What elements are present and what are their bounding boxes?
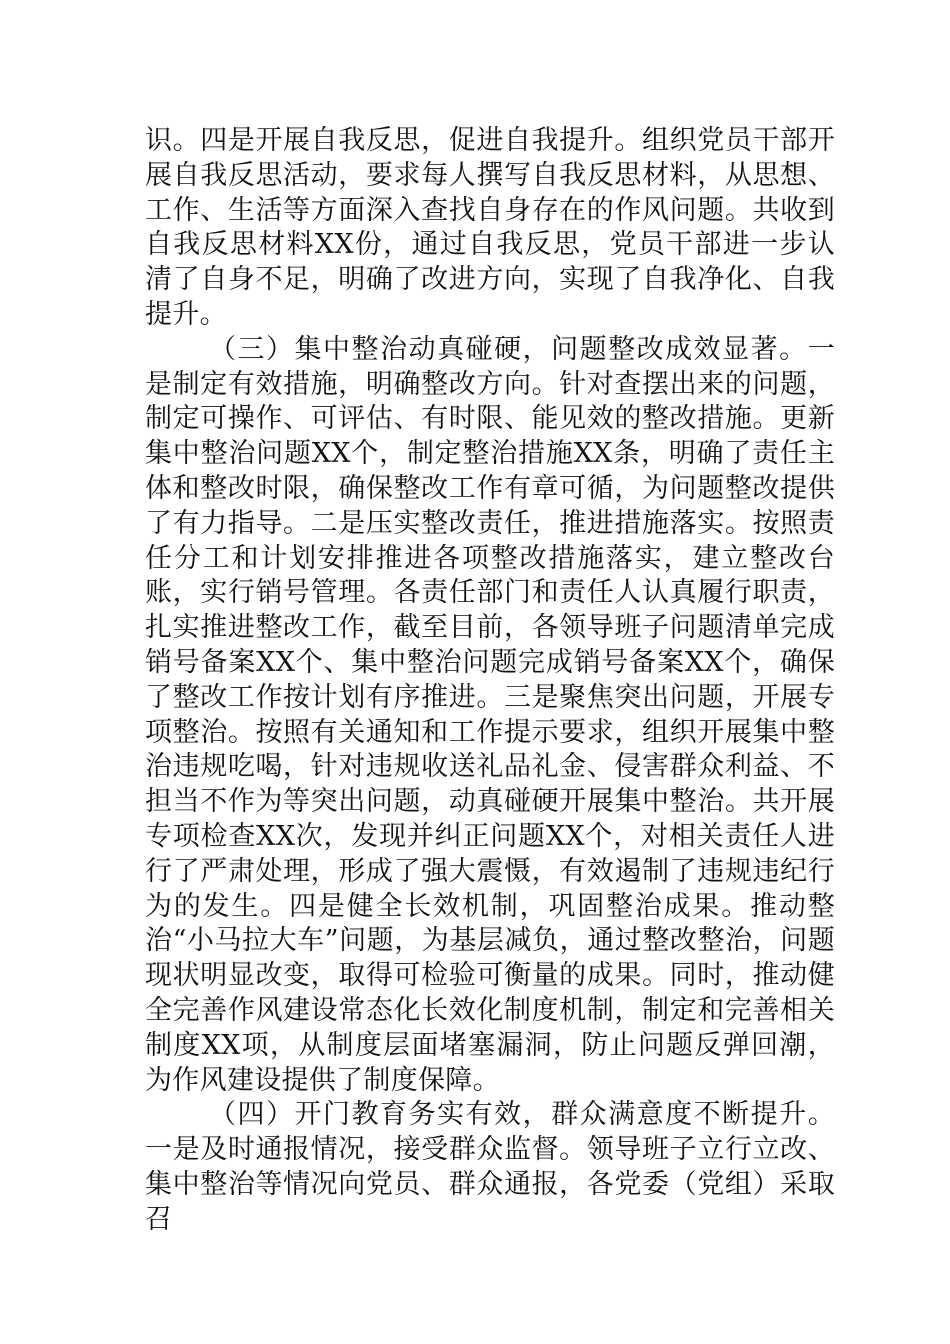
paragraph-section-four: （四）开门教育务实有效，群众满意度不断提升。一是及时通报情况，接受群众监督。领导班子立行立改、集中整治等情况向党员、群众通报，各党委（党组）采取召	[145, 1099, 835, 1235]
paragraph-continuation: 识。四是开展自我反思，促进自我提升。组织党员干部开展自我反思活动，要求每人撰写自我反思材料，从思想、工作、生活等方面深入查找自身存在的作风问题。共收到自我反思材料XX份，通过自我反思，党员干部进一步认清了自身不足，明确了改进方向，实现了自我净化、自我提升。	[145, 125, 835, 330]
paragraph-section-three: （三）集中整治动真碰硬，问题整改成效显著。一是制定有效措施，明确整改方向。针对查摆出来的问题，制定可操作、可评估、有时限、能见效的整改措施。更新集中整治问题XX个，制定整治措施XX条，明确了责任主体和整改时限，确保整改工作有章可循，为问题整改提供了有力指导。二是压实整改责任，推进措施落实。按照责任分工和计划安排推进各项整改措施落实，建立整改台账，实行销号管理。各责任部门和责任人认真履行职责，扎实推进整改工作，截至目前，各领导班子问题清单完成销号备案XX个、集中整治问题完成销号备案XX个，确保了整改工作按计划有序推进。三是聚焦突出问题，开展专项整治。按照有关通知和工作提示要求，组织开展集中整治违规吃喝，针对违规收送礼品礼金、侵害群众利益、不担当不作为等突出问题，动真碰硬开展集中整治。共开展专项检查XX次，发现并纠正问题XX个，对相关责任人进行了严肃处理，形成了强大震慑，有效遏制了违规违纪行为的发生。四是健全长效机制，巩固整治成果。推动整治“小马拉大车”问题，为基层减负，通过整改整治，问题现状明显改变，取得可检验可衡量的成果。同时，推动健全完善作风建设常态化长效化制度机制，制定和完善相关制度XX项，从制度层面堵塞漏洞，防止问题反弹回潮，为作风建设提供了制度保障。	[145, 333, 835, 1096]
document-body	[145, 124, 835, 1238]
